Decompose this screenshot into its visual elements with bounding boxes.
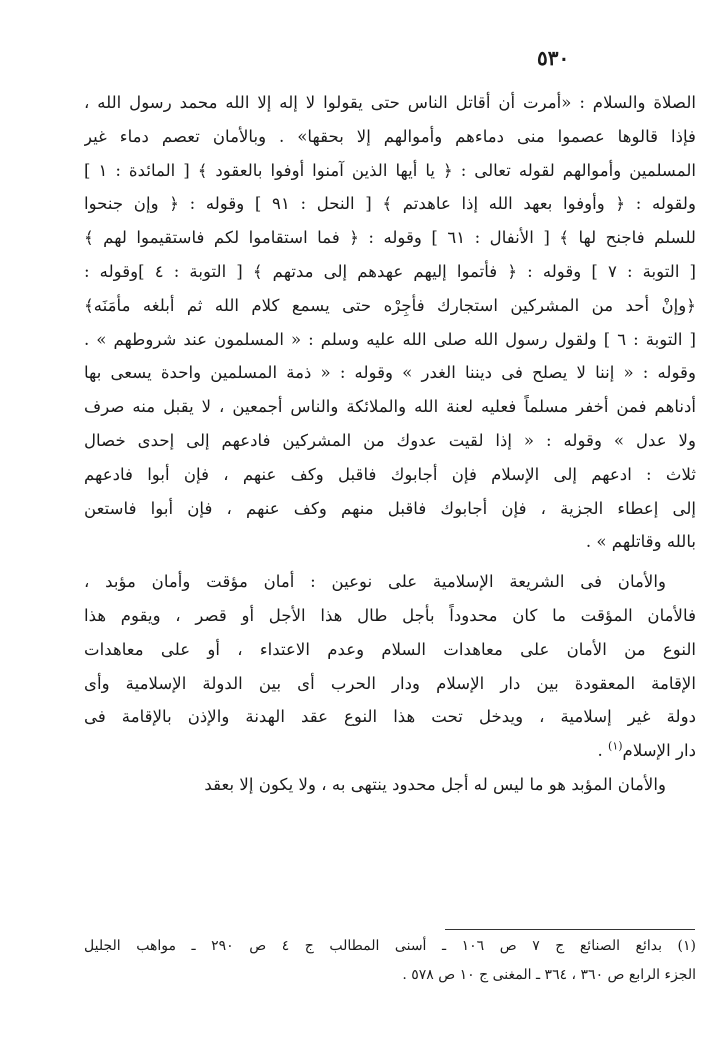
text-line: ولا عدل » وقوله : « إذا لقيت عدوك من المشركين فادعهم إلى إحدى خصال: [84, 430, 696, 450]
text-line: [84, 734, 696, 768]
text-line: أدناهم فمن أخفر مسلماً فعليه لعنة الله والملائكة والناس أجمعين ، لا يقبل منه صرف: [84, 397, 696, 417]
text-line: بالله وقاتلهم » .: [585, 532, 696, 552]
text-line: وقوله : « إننا لا يصلح فى ديننا الغدر » وقوله : « ذمة المسلمين واحدة يسعى بها: [84, 363, 696, 383]
text-line: فالأمان المؤقت ما كان محدوداً بأجل طال هذا الأجل أو قصر ، ويقوم هذا: [84, 605, 696, 625]
text-line: [ التوبة : ٧ ] وقوله : ﴿ فأتموا إليهم عهدهم إلى مدتهم ﴾ [ التوبة : ٤ ]وقوله :: [84, 261, 696, 281]
text-segment: .: [597, 741, 609, 761]
text-line: دولة غير إسلامية ، ويدخل تحت هذا النوع عقد الهدنة والإذن بالإقامة فى: [84, 707, 696, 727]
text-line: إلى إعطاء الجزية ، فإن أجابوك فاقبل منهم وكف عنهم ، فإن أبوا فاستعن: [84, 498, 696, 518]
text-line: [ التوبة : ٦ ] ولقول رسول الله صلى الله عليه وسلم : « المسلمون عند شروطهم » .: [84, 329, 696, 349]
body-text: [84, 86, 696, 802]
text-line: والأمان فى الشريعة الإسلامية على نوعين : أمان مؤقت وأمان مؤبد ،: [84, 572, 666, 592]
text-line: فإذا قالوها عصموا منى دماءهم وأموالهم إلا بحقها» . وبالأمان تعصم دماء غير: [84, 126, 696, 146]
text-line: ثلاث : ادعهم إلى الإسلام فإن أجابوك فاقبل وكف عنهم ، فإن أبوا فادعهم: [84, 464, 696, 484]
text-line: للسلم فاجنح لها ﴾ [ الأنفال : ٦١ ] وقوله : ﴿ فما استقاموا لكم فاستقيموا لهم ﴾: [84, 228, 696, 248]
footnote-divider: [445, 929, 695, 930]
footnote-line: (١) بدائع الصنائع ج ٧ ص ١٠٦ ـ أسنى المطالب ج ٤ ص ٢٩٠ ـ مواهب الجليل: [84, 938, 696, 954]
page-number: ٥٣٠: [537, 46, 570, 70]
footnote-marker: (١): [608, 739, 623, 753]
paragraph-types-of-aman: [84, 565, 696, 768]
footnote-line: الجزء الرابع ص ٣٦٠ ، ٣٦٤ ـ المغنى ج ١٠ ص ٥٧٨ .: [402, 967, 696, 983]
text-line: الصلاة والسلام : «أمرت أن أقاتل الناس حتى يقولوا لا إله إلا الله محمد رسول الله ،: [84, 93, 696, 112]
text-line: ﴿وإنْ أحد من المشركين استجارك فأجِرْه حتى يسمع كلام الله ثم أبلغه مأمَنَه﴾: [84, 295, 696, 315]
text-line: المسلمين وأموالهم لقوله تعالى : ﴿ يا أيها الذين آمنوا أوفوا بالعقود ﴾ [ المائدة : ١ ]: [84, 160, 696, 180]
footnotes: [84, 932, 696, 990]
paragraph-hadith-quotes: [84, 86, 696, 559]
text-line: الإقامة المعقودة بين دار الإسلام ودار الحرب أى بين الدولة الإسلامية وأى: [84, 673, 696, 693]
paragraph-permanent-aman: [84, 768, 696, 802]
text-line: ولقوله : ﴿ وأوفوا بعهد الله إذا عاهدتم ﴾ [ النحل : ٩١ ] وقوله : ﴿ وإن جنحوا: [84, 194, 696, 214]
text-segment: دار الإسلام: [622, 741, 696, 761]
text-line: النوع من الأمان على معاهدات السلام وعدم الاعتداء ، أو على معاهدات: [84, 639, 696, 659]
text-line: والأمان المؤبد هو ما ليس له أجل محدود ينتهى به ، ولا يكون إلا بعقد: [204, 774, 666, 794]
